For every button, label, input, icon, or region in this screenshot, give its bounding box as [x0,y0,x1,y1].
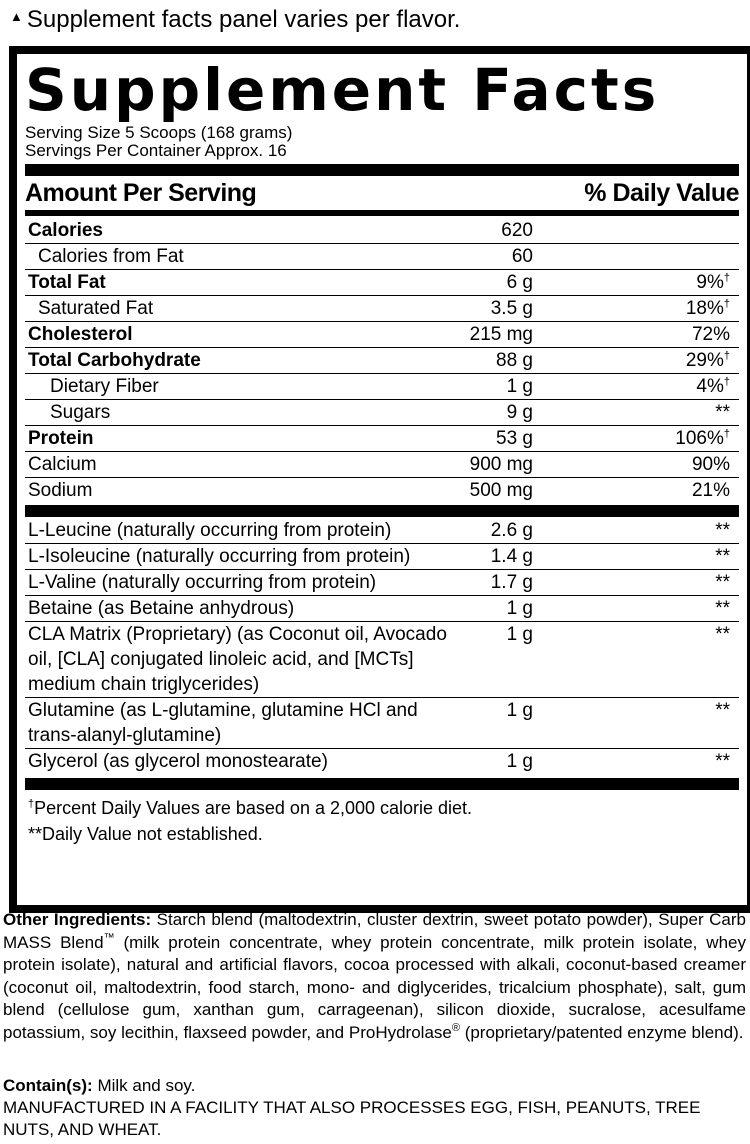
ingredient-daily-value: ** [715,598,730,619]
nutrient-row [25,322,739,348]
ingredient-amount: 1 g [506,624,533,645]
footnote-daily-values: †Percent Daily Values are based on a 2,000 calorie diet. [28,798,473,818]
ingredient-list [25,518,739,775]
nutrient-row [25,426,739,452]
nutrient-row [25,478,739,504]
dagger-mark: † [723,298,730,310]
nutrient-row [25,296,739,322]
nutrient-row [25,452,739,478]
ingredient-name: L-Leucine (naturally occurring from protein) [28,520,392,541]
facility-warning: MANUFACTURED IN A FACILITY THAT ALSO PROCESSES EGG, FISH, PEANUTS, TREE NUTS, AND WHEAT. [3,1098,701,1139]
nutrient-daily-value: 29%† [685,350,730,371]
nutrient-row [25,400,739,426]
nutrient-daily-value: 72% [691,324,730,345]
nutrient-list [25,218,739,504]
nutrient-row [25,348,739,374]
footnote-not-established: **Daily Value not established. [28,824,263,844]
allergen-statement [3,1075,746,1141]
nutrient-daily-value: 21% [691,480,730,501]
nutrient-name: Sodium [28,480,93,501]
ingredient-name: L-Valine (naturally occurring from protein) [28,572,377,593]
registered-mark: ® [451,1021,460,1034]
nutrient-name: Sugars [50,402,111,423]
nutrient-amount: 60 [511,246,533,267]
ingredient-row [25,622,739,698]
column-header-row [25,176,739,210]
nutrient-daily-value: 18%† [685,298,730,319]
nutrient-name: Protein [28,428,94,449]
contains-label: Contain(s): [3,1076,93,1095]
ingredient-name: CLA Matrix (Proprietary) (as Coconut oil, Avocado oil, [CLA] conjugated linoleic acid, and [MCTs] medium chain triglycerides) [28,624,447,695]
ingredient-name: L-Isoleucine (naturally occurring from protein) [28,546,411,567]
nutrient-amount: 215 mg [469,324,533,345]
ingredient-name: Glutamine (as L-glutamine, glutamine HCl and trans-alanyl-glutamine) [28,700,418,746]
ingredient-daily-value: ** [715,546,730,567]
header-amount: Amount Per Serving [25,178,257,207]
ingredient-row [25,544,739,570]
other-ingredients-label: Other Ingredients: [3,910,152,929]
nutrient-daily-value: 4%† [696,376,730,397]
nutrient-row [25,374,739,400]
ingredient-daily-value: ** [715,700,730,721]
supplement-facts-panel [9,46,750,913]
nutrient-daily-value: 9%† [696,272,730,293]
nutrient-row [25,270,739,296]
divider-thick [25,505,739,517]
triangle-marker-icon: ▲ [10,9,23,24]
ingredient-row [25,596,739,622]
contains-text: Milk and soy. [92,1076,196,1095]
nutrient-name: Total Fat [28,272,106,293]
header-daily-value: % Daily Value [584,178,739,207]
nutrient-amount: 88 g [496,350,533,371]
dagger-mark: † [28,798,35,810]
ingredient-amount: 1.7 g [490,572,533,593]
nutrient-amount: 900 mg [469,454,533,475]
ingredient-amount: 1 g [506,598,533,619]
nutrient-name: Saturated Fat [38,298,154,319]
nutrient-row [25,218,739,244]
nutrient-name: Calories [28,220,103,241]
dagger-mark: † [723,272,730,284]
ingredient-row [25,698,739,749]
flavor-note [10,2,460,35]
ingredient-amount: 1.4 g [490,546,533,567]
serving-size: Serving Size 5 Scoops (168 grams) [25,123,293,142]
ingredient-daily-value: ** [715,520,730,541]
ingredient-daily-value: ** [715,624,730,645]
flavor-note-text: Supplement facts panel varies per flavor. [26,6,461,33]
ingredient-amount: 2.6 g [490,520,533,541]
nutrient-amount: 6 g [506,272,533,293]
nutrient-name: Dietary Fiber [50,376,159,397]
ingredient-row [25,749,739,775]
ingredient-name: Glycerol (as glycerol monostearate) [28,751,328,772]
nutrient-amount: 9 g [506,402,533,423]
panel-title: Supplement Facts [25,56,660,124]
ingredient-amount: 1 g [506,700,533,721]
dagger-mark: † [723,350,730,362]
divider-thick [25,164,739,176]
nutrient-row [25,244,739,270]
nutrient-daily-value [533,244,733,269]
nutrient-amount: 3.5 g [490,298,533,319]
dagger-mark: † [723,376,730,388]
nutrient-amount: 500 mg [469,480,533,501]
nutrient-name: Calories from Fat [38,246,184,267]
nutrient-amount: 620 [501,220,533,241]
nutrient-daily-value: ** [715,402,730,423]
nutrient-amount: 1 g [506,376,533,397]
trademark-mark: ™ [103,931,115,944]
nutrient-name: Calcium [28,454,97,475]
servings-per-container: Servings Per Container Approx. 16 [25,141,287,160]
divider-thick [25,778,739,790]
ingredient-amount: 1 g [506,751,533,772]
nutrient-name: Cholesterol [28,324,133,345]
dagger-mark: † [723,428,730,440]
other-ingredients: Other Ingredients: Starch blend (maltodextrin, cluster dextrin, sweet potato powder), Super Carb MASS Blend™ (milk protein concentrate, whey protein concentrate, milk protein isolate, whey protein isolate), natural and artificial flavors, cocoa processed with alkali, coconut-based creamer (coconut oil, maltodextrin, food starch, mono- and diglycerides, tricalcium phosphate), salt, gum blend (cellulose gum, xanthan gum, carrageenan), silicon dioxide, sucralose, acesulfame potassium, soy lecithin, flaxseed powder, and ProHydrolase® (proprietary/patented enzyme blend). [3,910,746,1042]
nutrient-daily-value [533,218,733,243]
nutrient-daily-value: 90% [691,454,730,475]
nutrient-amount: 53 g [496,428,533,449]
ingredient-name: Betaine (as Betaine anhydrous) [28,598,295,619]
ingredient-daily-value: ** [715,751,730,772]
ingredient-daily-value: ** [715,572,730,593]
nutrient-name: Total Carbohydrate [28,350,201,371]
ingredient-row [25,518,739,544]
ingredient-row [25,570,739,596]
nutrient-daily-value: 106%† [675,428,730,449]
